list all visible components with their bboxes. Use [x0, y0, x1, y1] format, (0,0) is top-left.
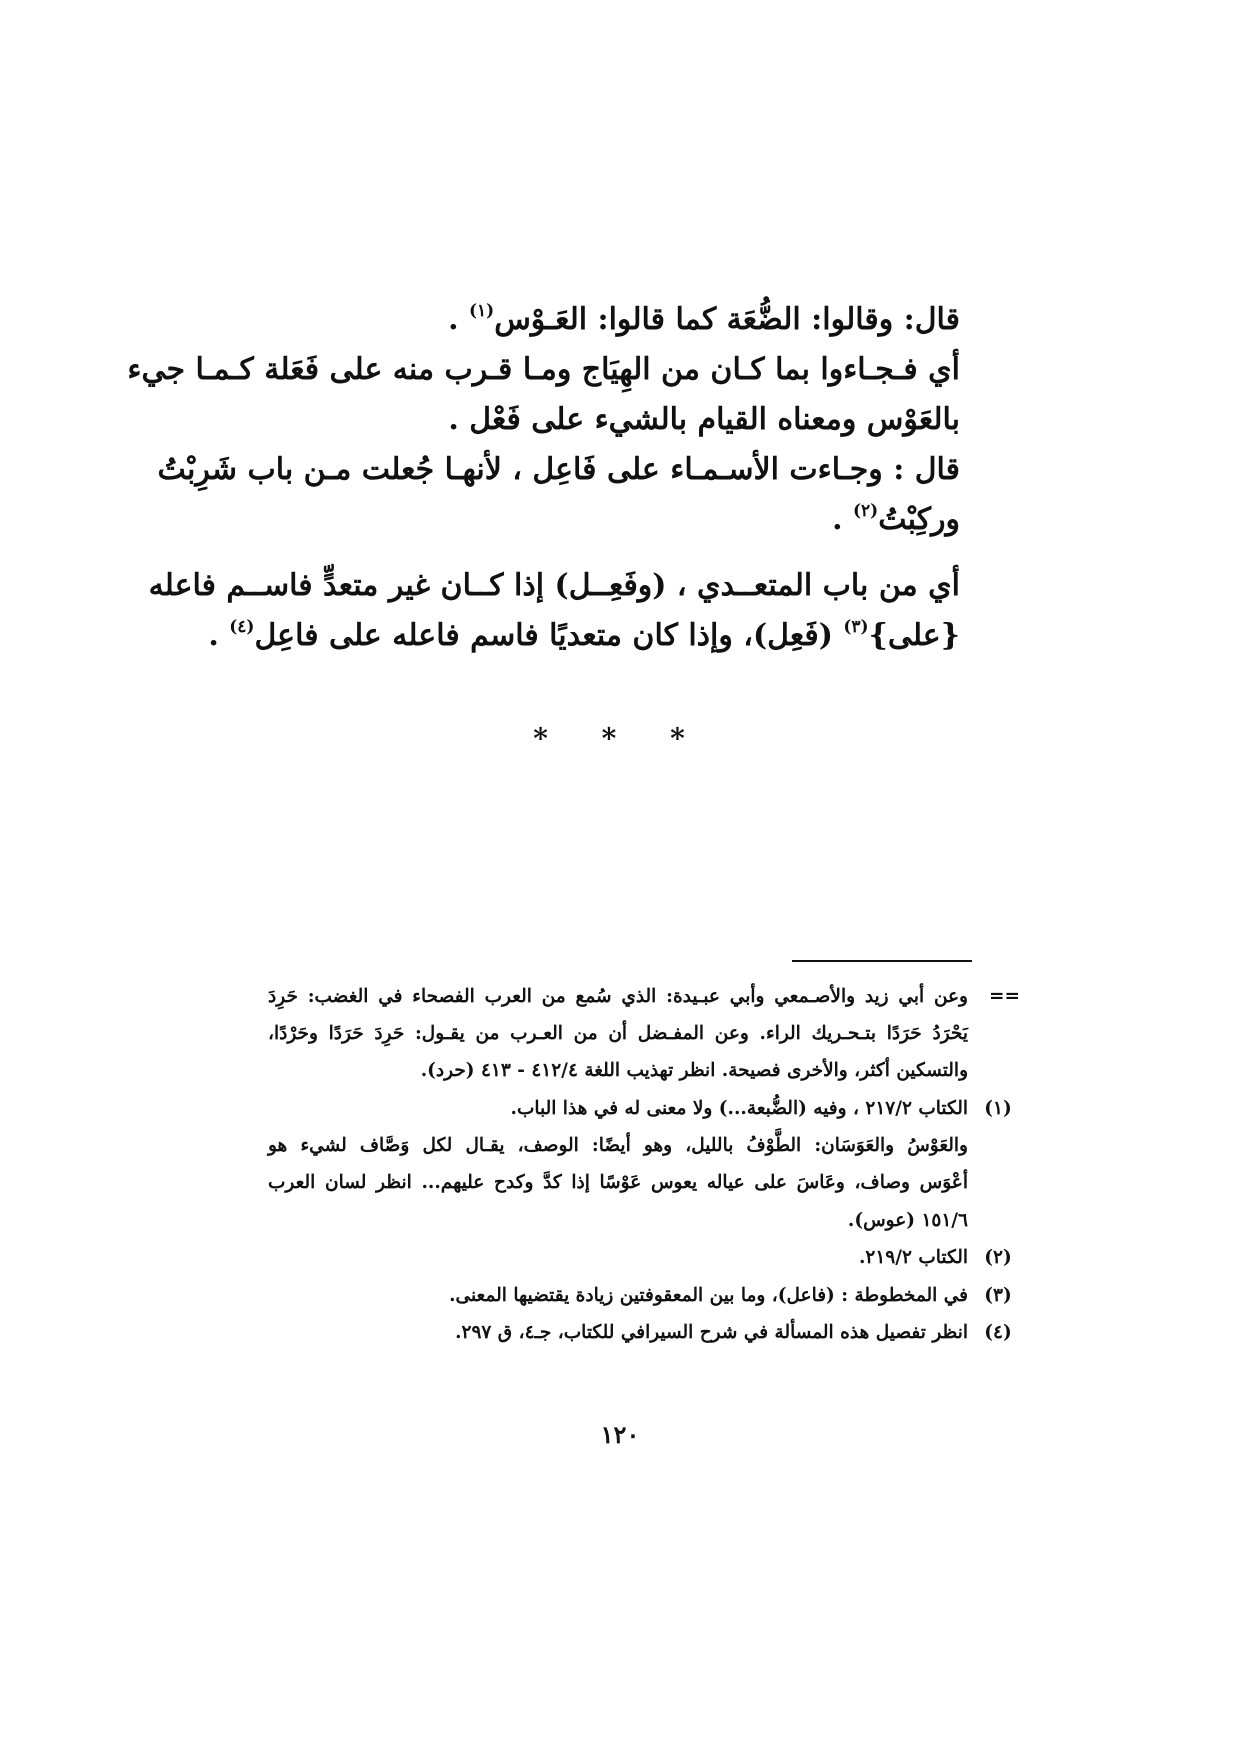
footnote-1: (١) الكتاب ٢١٧/٢ ، وفيه (الضُّبعة...) ولا معنى له في هذا الباب.	[268, 1092, 968, 1126]
paragraph-2-line-1: أي فـجـاءوا بما كـان من الهِيَاج ومـا قـرب منه على فَعَلة كـمـا جيء	[127, 352, 960, 387]
continuation-marker: ==	[988, 986, 1020, 1007]
footnote-number: (٣)	[984, 1285, 1012, 1306]
qal-label: قال	[914, 452, 960, 487]
footnote-3: (٣) في المخطوطة : (فاعل)، وما بين المعقوفتين زيادة يقتضيها المعنى.	[268, 1279, 968, 1313]
footnote-rule	[792, 960, 972, 962]
footnote-continuation-line-1: == وعن أبي زيد والأصـمعي وأبي عبـيدة: الذي سُمع من العرب الفصحاء في الغضب: حَرِدَ	[268, 980, 968, 1014]
footnote-continuation-line-2: يَحْرَدُ حَرَدًا بتـحـريك الراء. وعن المفـضل أن من العـرب من يقـول: حَرِدَ حَرَدًا وحَرْدًا،	[268, 1023, 968, 1044]
p1-text: وقالوا: الضُّعَة كما قالوا: العَـوْس	[494, 302, 904, 337]
paragraph-1: قال: وقالوا: الضُّعَة كما قالوا: العَـوْس$^{(١)}$ .	[448, 301, 960, 337]
page-number: ١٢٠	[600, 1420, 640, 1449]
paragraph-3-line-1: قال : وجـاءت الأسـمـاء على فَاعِل ، لأنهـا جُعلت مـن باب شَرِبْتُ	[157, 452, 960, 487]
footnote-ref-1: (١)	[468, 301, 495, 321]
footnote-continuation-line-3: والتسكين أكثر، والأخرى فصيحة. انظر تهذيب اللغة ٤١٢/٤ - ٤١٣ (حرد).	[420, 1060, 968, 1081]
qal-label: قال:	[903, 302, 960, 337]
footnote-1-line-2: والعَوْسُ والعَوَسَان: الطَّوْفُ بالليل، وهو أيضًا: الوصف، يقـال لكل وَصَّاف لشيء هو	[268, 1135, 968, 1156]
footnote-ref-4: (٤)	[229, 617, 255, 637]
footnote-2: (٢) الكتاب ٢١٩/٢.	[268, 1241, 968, 1275]
footnote-1-line-4: ١٥١/٦ (عوس).	[847, 1210, 968, 1231]
footnote-number: (١)	[984, 1098, 1012, 1119]
paragraph-4-line-1: أي من باب المتعــدي ، (وفَعِــل) إذا كــان غير متعدٍّ فاســم فاعله	[148, 568, 960, 603]
footnote-number: (٤)	[984, 1322, 1012, 1343]
paragraph-4-line-2: {على}$^{(٣)}$ (فَعِل)، وإذا كان متعديًا فاسم فاعله على فاعِل$^{(٤)}$ .	[208, 617, 960, 653]
footnote-number: (٢)	[984, 1247, 1012, 1268]
paragraph-2-line-2: بالعَوْس ومعناه القيام بالشيء على فَعْل .	[448, 402, 960, 437]
footnote-ref-3: (٣)	[843, 617, 869, 637]
section-separator: * * *	[533, 722, 707, 755]
footnote-4: (٤) انظر تفصيل هذه المسألة في شرح السيرافي للكتاب، جـ٤، ق ٢٩٧.	[268, 1316, 968, 1350]
footnote-ref-2: (٢)	[852, 501, 879, 521]
paragraph-3-line-2: وركِبْتُ$^{(٢)}$ .	[832, 501, 960, 537]
footnote-1-line-3: أعْوَس وصاف، وعَاسَ على عياله يعوس عَوْسًا إذا كدَّ وكدح عليهم... انظر لسان العرب	[268, 1172, 968, 1193]
